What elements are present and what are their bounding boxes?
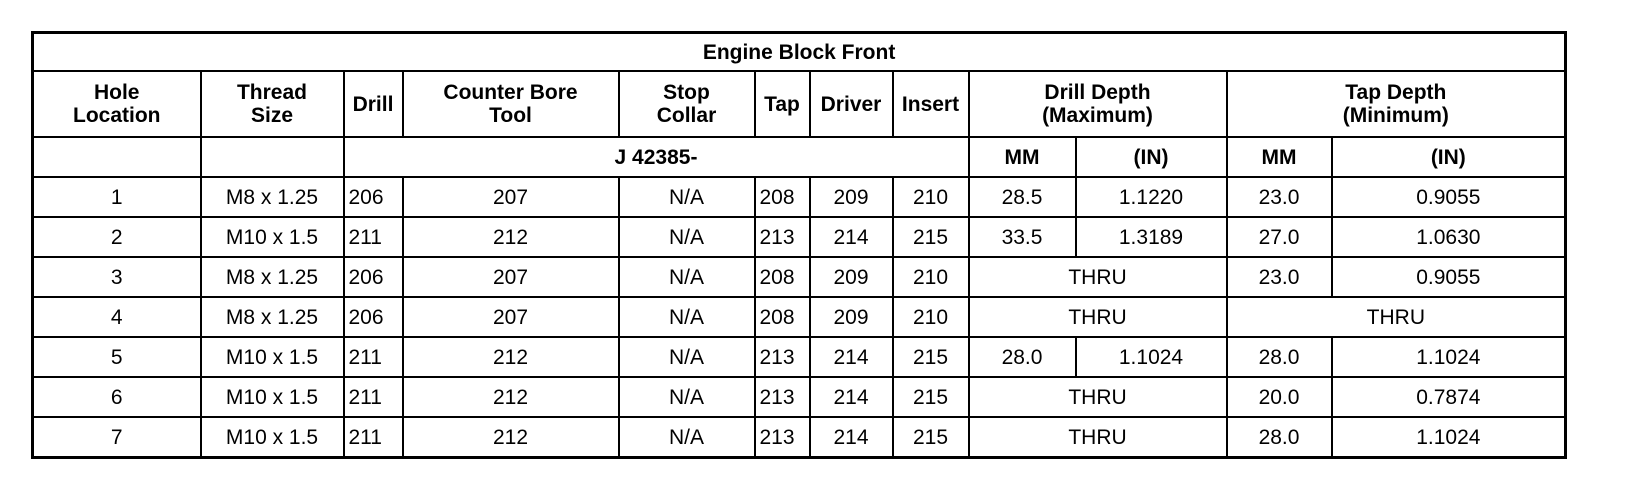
cell-drill: 211 bbox=[344, 377, 403, 417]
cell-drill-depth: THRU bbox=[969, 417, 1227, 458]
header-tap-depth-line2: (Minimum) bbox=[1342, 104, 1449, 127]
cell-driver: 209 bbox=[810, 297, 893, 337]
cell-insert: 215 bbox=[893, 337, 969, 377]
cell-drill-depth-in: 1.1220 bbox=[1076, 177, 1227, 217]
cell-hole-location: 4 bbox=[33, 297, 201, 337]
cell-tap-depth-in: 0.9055 bbox=[1332, 257, 1566, 297]
cell-drill-depth: THRU bbox=[969, 257, 1227, 297]
header-tap: Tap bbox=[755, 71, 810, 137]
cell-tap-depth-mm: 28.0 bbox=[1227, 337, 1332, 377]
cell-drill-depth-in: 1.3189 bbox=[1076, 217, 1227, 257]
cell-insert: 215 bbox=[893, 217, 969, 257]
cell-counter-bore-tool: 212 bbox=[403, 377, 619, 417]
cell-tap-depth-mm: 28.0 bbox=[1227, 417, 1332, 458]
header-thread-size-line2: Size bbox=[250, 104, 294, 127]
cell-tap: 213 bbox=[755, 337, 810, 377]
header-counter-bore-tool bbox=[403, 71, 619, 137]
cell-counter-bore-tool: 207 bbox=[403, 257, 619, 297]
cell-thread-size: M10 x 1.5 bbox=[201, 217, 344, 257]
cell-tap-depth-mm: 27.0 bbox=[1227, 217, 1332, 257]
cell-insert: 210 bbox=[893, 297, 969, 337]
cell-tap-depth-in: 0.9055 bbox=[1332, 177, 1566, 217]
cell-hole-location: 6 bbox=[33, 377, 201, 417]
table-title-row bbox=[33, 33, 1566, 72]
table-row bbox=[33, 377, 1566, 417]
cell-driver: 209 bbox=[810, 177, 893, 217]
cell-tap-depth-in: 1.1024 bbox=[1332, 417, 1566, 458]
cell-driver: 209 bbox=[810, 257, 893, 297]
cell-driver: 214 bbox=[810, 217, 893, 257]
header-stop-collar-line1: Stop bbox=[663, 81, 710, 104]
cell-tap: 213 bbox=[755, 417, 810, 458]
cell-tap: 208 bbox=[755, 257, 810, 297]
drill-depth-mm-unit: MM bbox=[969, 137, 1076, 177]
header-counter-bore-line2: Tool bbox=[489, 104, 532, 127]
header-drill-depth-line1: Drill Depth bbox=[1044, 81, 1151, 104]
cell-tap: 213 bbox=[755, 217, 810, 257]
cell-drill: 206 bbox=[344, 257, 403, 297]
header-tap-depth-line1: Tap Depth bbox=[1345, 81, 1447, 104]
cell-stop-collar: N/A bbox=[619, 337, 755, 377]
cell-driver: 214 bbox=[810, 377, 893, 417]
header-thread-size-line1: Thread bbox=[236, 81, 307, 104]
header-drill-depth bbox=[969, 71, 1227, 137]
tool-prefix: J 42385- bbox=[344, 137, 969, 177]
cell-stop-collar: N/A bbox=[619, 297, 755, 337]
cell-thread-size: M8 x 1.25 bbox=[201, 257, 344, 297]
cell-drill: 206 bbox=[344, 177, 403, 217]
header-insert: Insert bbox=[893, 71, 969, 137]
table-row bbox=[33, 337, 1566, 377]
unit-header-row bbox=[33, 137, 1566, 177]
cell-insert: 215 bbox=[893, 417, 969, 458]
cell-thread-size: M8 x 1.25 bbox=[201, 177, 344, 217]
header-stop-collar bbox=[619, 71, 755, 137]
header-driver: Driver bbox=[810, 71, 893, 137]
cell-stop-collar: N/A bbox=[619, 417, 755, 458]
subheader-blank-hole bbox=[33, 137, 201, 177]
header-stop-collar-line2: Collar bbox=[656, 104, 717, 127]
cell-hole-location: 1 bbox=[33, 177, 201, 217]
table-row bbox=[33, 297, 1566, 337]
header-drill-depth-line2: (Maximum) bbox=[1042, 104, 1153, 127]
cell-tap-depth-in: 1.1024 bbox=[1332, 337, 1566, 377]
cell-counter-bore-tool: 212 bbox=[403, 337, 619, 377]
cell-drill-depth-mm: 28.0 bbox=[969, 337, 1076, 377]
cell-tap: 208 bbox=[755, 297, 810, 337]
cell-stop-collar: N/A bbox=[619, 257, 755, 297]
header-counter-bore-line1: Counter Bore bbox=[443, 81, 578, 104]
cell-drill: 211 bbox=[344, 217, 403, 257]
header-drill: Drill bbox=[344, 71, 403, 137]
cell-drill: 211 bbox=[344, 337, 403, 377]
cell-hole-location: 2 bbox=[33, 217, 201, 257]
cell-insert: 210 bbox=[893, 177, 969, 217]
cell-tap-depth-in: 0.7874 bbox=[1332, 377, 1566, 417]
engine-block-front-table bbox=[31, 31, 1567, 459]
cell-stop-collar: N/A bbox=[619, 177, 755, 217]
cell-counter-bore-tool: 212 bbox=[403, 217, 619, 257]
cell-tap-depth: THRU bbox=[1227, 297, 1566, 337]
cell-driver: 214 bbox=[810, 337, 893, 377]
tap-depth-in-unit: (IN) bbox=[1332, 137, 1566, 177]
cell-counter-bore-tool: 212 bbox=[403, 417, 619, 458]
cell-drill-depth-mm: 33.5 bbox=[969, 217, 1076, 257]
cell-drill: 206 bbox=[344, 297, 403, 337]
column-header-row bbox=[33, 71, 1566, 137]
tap-depth-mm-unit: MM bbox=[1227, 137, 1332, 177]
header-hole-location bbox=[33, 71, 201, 137]
table-title: Engine Block Front bbox=[33, 33, 1566, 72]
header-thread-size bbox=[201, 71, 344, 137]
cell-stop-collar: N/A bbox=[619, 217, 755, 257]
header-hole-location-line2: Location bbox=[73, 104, 161, 127]
cell-hole-location: 7 bbox=[33, 417, 201, 458]
cell-thread-size: M10 x 1.5 bbox=[201, 417, 344, 458]
cell-drill: 211 bbox=[344, 417, 403, 458]
cell-counter-bore-tool: 207 bbox=[403, 297, 619, 337]
cell-thread-size: M10 x 1.5 bbox=[201, 377, 344, 417]
cell-insert: 215 bbox=[893, 377, 969, 417]
cell-hole-location: 3 bbox=[33, 257, 201, 297]
cell-thread-size: M8 x 1.25 bbox=[201, 297, 344, 337]
cell-drill-depth: THRU bbox=[969, 377, 1227, 417]
subheader-blank-thread bbox=[201, 137, 344, 177]
cell-drill-depth-mm: 28.5 bbox=[969, 177, 1076, 217]
cell-thread-size: M10 x 1.5 bbox=[201, 337, 344, 377]
table-row bbox=[33, 217, 1566, 257]
cell-driver: 214 bbox=[810, 417, 893, 458]
cell-tap-depth-mm: 23.0 bbox=[1227, 177, 1332, 217]
cell-tap-depth-in: 1.0630 bbox=[1332, 217, 1566, 257]
header-tap-depth bbox=[1227, 71, 1566, 137]
cell-hole-location: 5 bbox=[33, 337, 201, 377]
cell-tap-depth-mm: 23.0 bbox=[1227, 257, 1332, 297]
cell-drill-depth: THRU bbox=[969, 297, 1227, 337]
table-row bbox=[33, 417, 1566, 458]
cell-drill-depth-in: 1.1024 bbox=[1076, 337, 1227, 377]
header-hole-location-line1: Hole bbox=[93, 81, 140, 104]
cell-insert: 210 bbox=[893, 257, 969, 297]
table-row bbox=[33, 257, 1566, 297]
cell-tap: 213 bbox=[755, 377, 810, 417]
table-row bbox=[33, 177, 1566, 217]
cell-counter-bore-tool: 207 bbox=[403, 177, 619, 217]
cell-tap-depth-mm: 20.0 bbox=[1227, 377, 1332, 417]
cell-tap: 208 bbox=[755, 177, 810, 217]
drill-depth-in-unit: (IN) bbox=[1076, 137, 1227, 177]
cell-stop-collar: N/A bbox=[619, 377, 755, 417]
